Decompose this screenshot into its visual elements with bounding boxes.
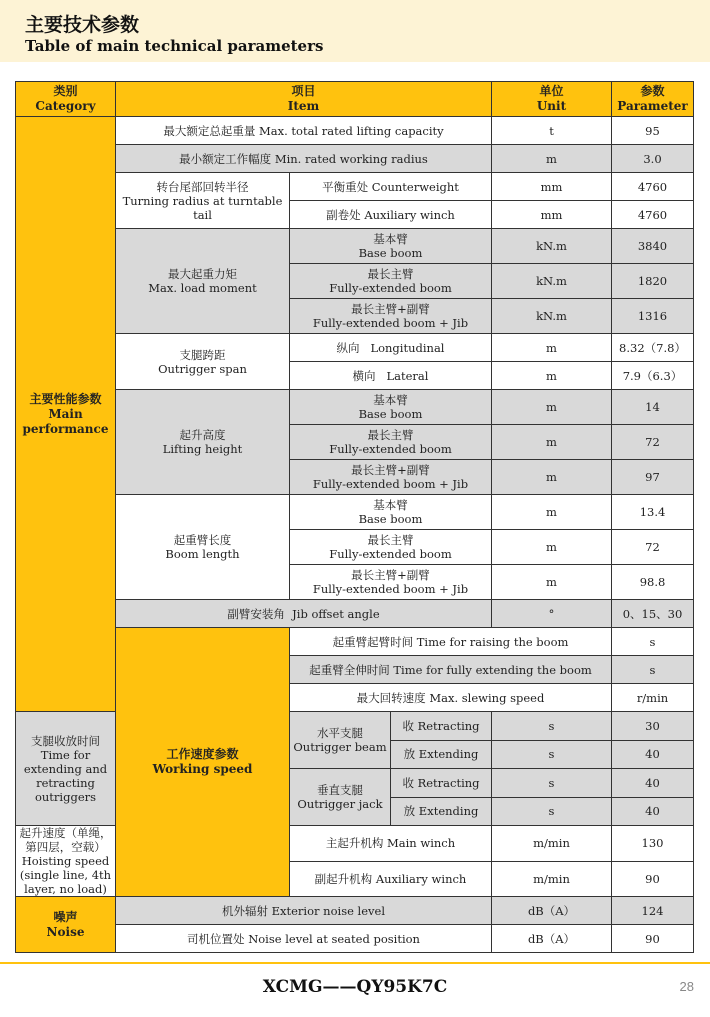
unit-cell: m xyxy=(492,530,612,565)
category-main-performance: 主要性能参数 Main performance xyxy=(16,117,116,712)
page-title-en: Table of main technical parameters xyxy=(25,37,324,55)
value-cell: 0、15、30 xyxy=(612,600,694,628)
unit-cell: m xyxy=(492,145,612,173)
unit-cell: s xyxy=(492,797,612,826)
item-seated-noise: 司机位置处 Noise level at seated position xyxy=(116,925,492,953)
item-lifting-capacity: 最大额定总起重量 Max. total rated lifting capacity xyxy=(116,117,492,145)
unit-cell: m xyxy=(492,460,612,495)
table-row xyxy=(16,117,694,145)
value-cell: 30 xyxy=(612,712,694,741)
item-extend-boom-time: 起重臂全伸时间 Time for fully extending the boom xyxy=(290,656,612,684)
col-header-parameter: 参数 Parameter xyxy=(612,82,694,117)
unit-cell: m xyxy=(492,362,612,390)
subitem-base-boom: 基本臂 Base boom xyxy=(290,229,492,264)
table-row xyxy=(16,600,694,628)
subitem-boom-jib: 最长主臂+副臂 Fully-extended boom + Jib xyxy=(290,299,492,334)
subitem-base-boom: 基本臂 Base boom xyxy=(290,495,492,530)
value-cell: 40 xyxy=(612,797,694,826)
unit-cell: kN.m xyxy=(492,264,612,299)
table-row xyxy=(16,495,694,530)
value-cell: 98.8 xyxy=(612,565,694,600)
unit-cell: m/min xyxy=(492,861,612,897)
item-jib-offset-angle: 副臂安装角 Jib offset angle xyxy=(116,600,492,628)
value-cell: 1316 xyxy=(612,299,694,334)
value-cell: 1820 xyxy=(612,264,694,299)
table-row xyxy=(16,628,694,656)
subitem-boom-jib: 最长主臂+副臂 Fully-extended boom + Jib xyxy=(290,565,492,600)
unit-cell: s xyxy=(492,712,612,741)
value-cell: 4760 xyxy=(612,173,694,201)
item-load-moment: 最大起重力矩 Max. load moment xyxy=(116,229,290,334)
subitem-fully-extended-boom: 最长主臂 Fully-extended boom xyxy=(290,264,492,299)
subitem-outrigger-jack: 垂直支腿 Outrigger jack 收 Retracting 放 Extending xyxy=(290,769,492,826)
table-row xyxy=(16,145,694,173)
col-header-category: 类别 Category xyxy=(16,82,116,117)
unit-cell: mm xyxy=(492,173,612,201)
retract-label: 收 Retracting xyxy=(391,712,491,741)
unit-cell: s xyxy=(492,740,612,769)
unit-cell: mm xyxy=(492,201,612,229)
unit-cell: m xyxy=(492,334,612,362)
table-row xyxy=(16,897,694,925)
value-cell: 72 xyxy=(612,530,694,565)
subitem-auxiliary-winch: 副起升机构 Auxiliary winch xyxy=(290,861,492,897)
value-cell: 97 xyxy=(612,460,694,495)
unit-cell: kN.m xyxy=(492,229,612,264)
unit-cell: t xyxy=(492,117,612,145)
table-header-row xyxy=(16,82,694,117)
unit-cell: dB（A） xyxy=(492,897,612,925)
unit-cell: m xyxy=(492,425,612,460)
value-cell: 40 xyxy=(612,740,694,769)
value-cell: 3840 xyxy=(612,229,694,264)
unit-cell: kN.m xyxy=(492,299,612,334)
subitem-boom-jib: 最长主臂+副臂 Fully-extended boom + Jib xyxy=(290,460,492,495)
retract-label: 收 Retracting xyxy=(391,769,491,798)
footer-divider xyxy=(0,962,710,964)
unit-cell: dB（A） xyxy=(492,925,612,953)
value-cell: 124 xyxy=(612,897,694,925)
value-cell: 90 xyxy=(612,861,694,897)
value-cell: 14 xyxy=(612,390,694,425)
item-outrigger-span: 支腿跨距 Outrigger span xyxy=(116,334,290,390)
subitem-auxiliary-winch: 副卷处 Auxiliary winch xyxy=(290,201,492,229)
table-row xyxy=(16,334,694,362)
value-cell: 8.32（7.8） xyxy=(612,334,694,362)
value-cell: 90 xyxy=(612,925,694,953)
unit-cell: s xyxy=(612,628,694,656)
subitem-longitudinal: 纵向 Longitudinal xyxy=(290,334,492,362)
category-noise: 噪声 Noise xyxy=(16,897,116,953)
subitem-outrigger-beam: 水平支腿 Outrigger beam 收 Retracting 放 Extending xyxy=(290,712,492,769)
unit-cell: m xyxy=(492,495,612,530)
page-header xyxy=(0,0,710,62)
item-outrigger-time: 支腿收放时间 Time for extending and retracting outriggers xyxy=(16,712,116,826)
unit-cell: s xyxy=(492,769,612,798)
page-number: 28 xyxy=(679,979,694,994)
value-cell: 40 xyxy=(612,769,694,798)
subitem-counterweight: 平衡重处 Counterweight xyxy=(290,173,492,201)
subitem-fully-extended-boom: 最长主臂 Fully-extended boom xyxy=(290,530,492,565)
unit-cell: m/min xyxy=(492,826,612,862)
item-exterior-noise: 机外辐射 Exterior noise level xyxy=(116,897,492,925)
col-header-item: 项目 Item xyxy=(116,82,492,117)
subitem-fully-extended-boom: 最长主臂 Fully-extended boom xyxy=(290,425,492,460)
unit-cell: m xyxy=(492,390,612,425)
unit-cell: m xyxy=(492,565,612,600)
value-cell: 3.0 xyxy=(612,145,694,173)
extend-label: 放 Extending xyxy=(403,747,479,762)
table-row xyxy=(16,925,694,953)
col-header-unit: 单位 Unit xyxy=(492,82,612,117)
table-row xyxy=(16,229,694,264)
value-cell: 7.9（6.3） xyxy=(612,362,694,390)
extend-label: 放 Extending xyxy=(403,804,479,819)
item-lifting-height: 起升高度 Lifting height xyxy=(116,390,290,495)
category-working-speed: 工作速度参数 Working speed xyxy=(116,628,290,897)
value-cell: 130 xyxy=(612,826,694,862)
subitem-main-winch: 主起升机构 Main winch xyxy=(290,826,492,862)
value-cell: 4760 xyxy=(612,201,694,229)
parameters-table xyxy=(15,81,694,953)
unit-cell: r/min xyxy=(612,684,694,712)
value-cell: 95 xyxy=(612,117,694,145)
item-slewing-speed: 最大回转速度 Max. slewing speed xyxy=(290,684,612,712)
value-cell: 13.4 xyxy=(612,495,694,530)
footer-model: XCMG——QY95K7C xyxy=(262,977,448,997)
value-cell: 72 xyxy=(612,425,694,460)
item-hoisting-speed: 起升速度（单绳， 第四层，空载） Hoisting speed (single line, 4th layer, no load) xyxy=(16,826,116,897)
item-raise-boom-time: 起重臂起臂时间 Time for raising the boom xyxy=(290,628,612,656)
table-row xyxy=(16,390,694,425)
subitem-lateral: 横向 Lateral xyxy=(290,362,492,390)
page-title-zh: 主要技术参数 xyxy=(25,14,140,36)
subitem-base-boom: 基本臂 Base boom xyxy=(290,390,492,425)
unit-cell: s xyxy=(612,656,694,684)
unit-cell: ° xyxy=(492,600,612,628)
item-boom-length: 起重臂长度 Boom length xyxy=(116,495,290,600)
item-turning-radius: 转台尾部回转半径 Turning radius at turntable tail xyxy=(116,173,290,229)
item-working-radius: 最小额定工作幅度 Min. rated working radius xyxy=(116,145,492,173)
table-row xyxy=(16,173,694,201)
